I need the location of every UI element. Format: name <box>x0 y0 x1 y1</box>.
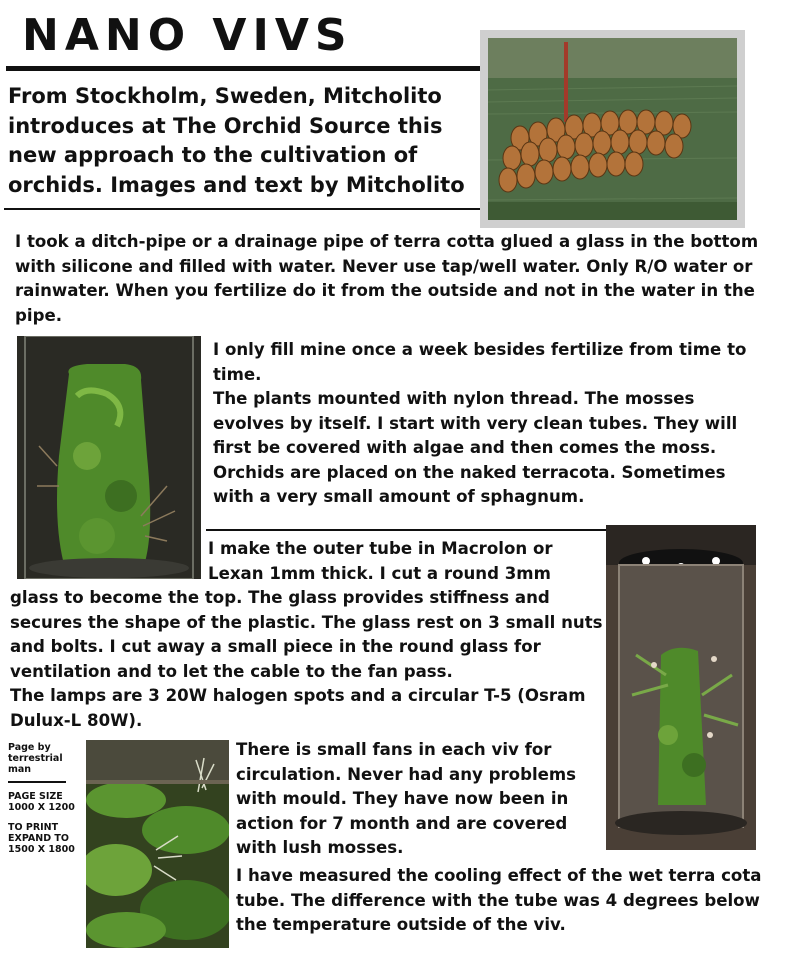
paragraph-fans: There is small fans in each viv for circulation. Never had any problems with mould. They have now been in action for 7 month and are covered with lush mosses. <box>236 740 577 857</box>
lit-cylinder-viv-photo <box>606 525 756 850</box>
page-credit <box>8 742 80 855</box>
credit-print-size: TO PRINT EXPAND TO 1500 X 1800 <box>8 822 75 855</box>
paragraph-outer-tube-rest: glass to become the top. The glass provides stiffness and secures the shape of the plastic. The glass rest on 3 small nuts and bolts. I cut away a small piece in the round glass for ventilation and to let the cable to the fan pass. <box>10 588 603 681</box>
pipes-in-field-photo <box>480 30 745 228</box>
intro-text: From Stockholm, Sweden, Mitcholito introduces at The Orchid Source this new approach to the cultivation of orchids. Images and text by Mitcholito <box>8 84 465 197</box>
section-divider <box>206 529 606 531</box>
credit-author: Page by terrestrial man <box>8 742 63 775</box>
paragraph-fill-line2: The plants mounted with nylon thread. The mosses evolves by itself. I start with very clean tubes. They will first be covered with algae and then comes the moss. Orchids are placed on the naked terracota. Sometimes with a very small amount of sphagnum. <box>213 389 738 506</box>
title-divider <box>6 66 494 71</box>
paragraph-fill-line1: I only fill mine once a week besides fertilize from time to time. <box>213 340 747 384</box>
page-title: NANO VIVS <box>22 10 353 61</box>
credit-page-size: PAGE SIZE 1000 X 1200 <box>8 791 75 813</box>
paragraph-outer-tube-top: I make the outer tube in Macrolon or Lexan 1mm thick. I cut a round 3mm <box>208 539 553 583</box>
moss-closeup-photo <box>86 740 229 948</box>
paragraph-pipe: I took a ditch-pipe or a drainage pipe of terra cotta glued a glass in the bottom with silicone and filled with water. Never use tap/well water. Only R/O water or rainwater. When you fertilize do it from the outside and not in the water in the pipe. <box>15 232 759 325</box>
paragraph-cooling: I have measured the cooling effect of the wet terra cota tube. The difference with the tube was 4 degrees below the temperature outside of the viv. <box>236 866 762 934</box>
paragraph-fill <box>213 338 753 510</box>
paragraph-lamps: The lamps are 3 20W halogen spots and a circular T-5 (Osram Dulux-L 80W). <box>10 686 586 730</box>
moss-tube-viv-photo <box>17 336 201 579</box>
paragraph-outer-tube <box>10 586 605 733</box>
intro-divider <box>4 208 488 210</box>
credit-divider <box>8 781 66 783</box>
